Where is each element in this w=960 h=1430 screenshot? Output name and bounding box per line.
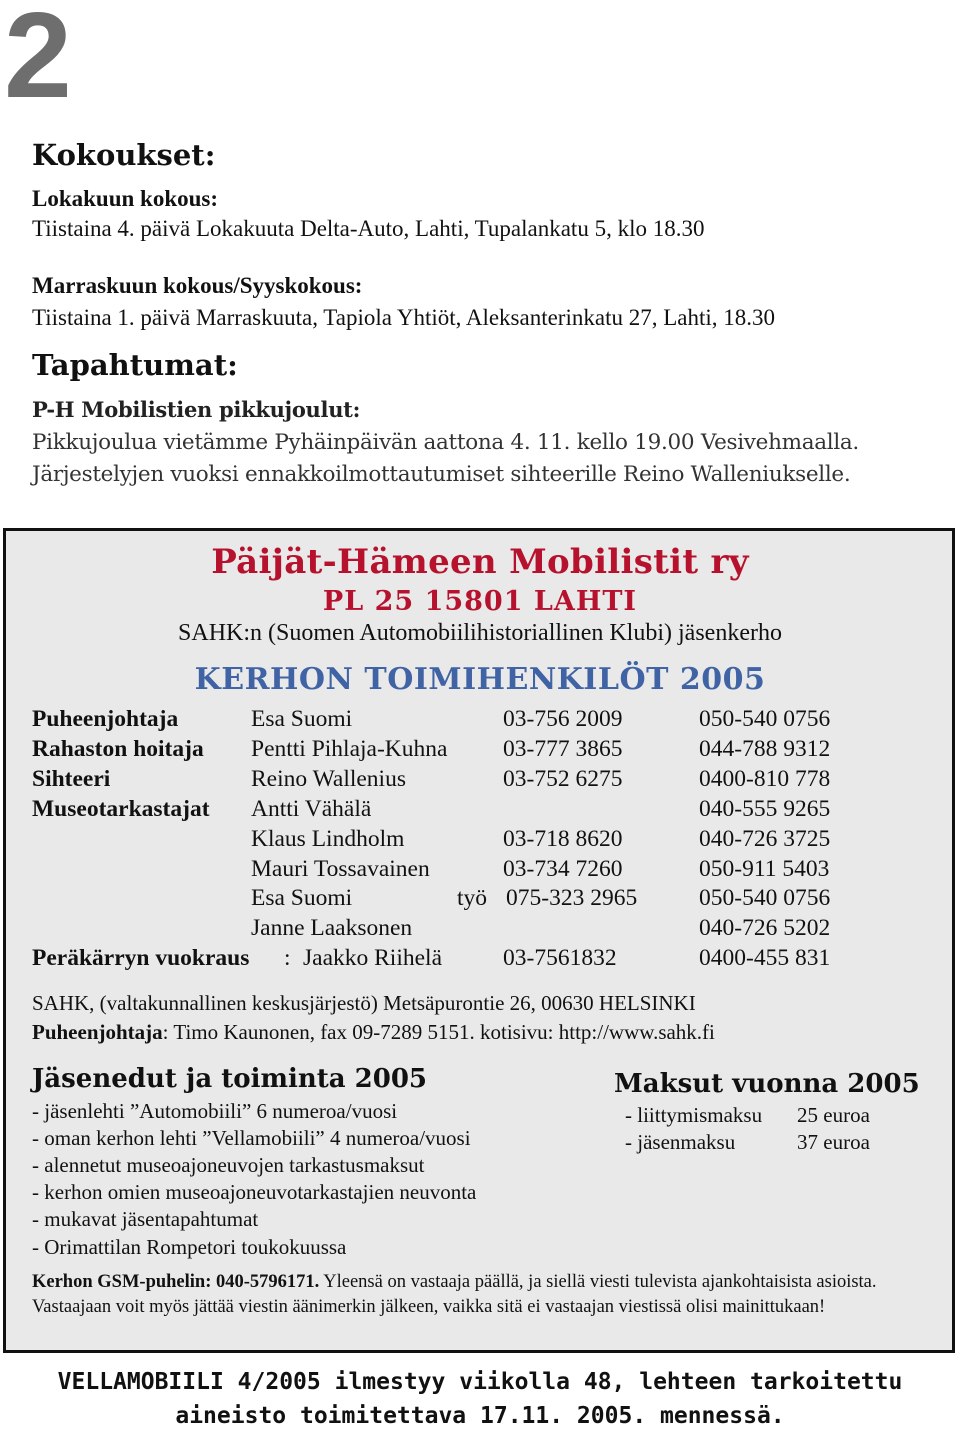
meeting-title-november: Marraskuun kokous/Syyskokous: — [32, 273, 363, 298]
official-name: Klaus Lindholm — [251, 826, 405, 852]
benefit-item: - kerhon omien museoajoneuvotarkastajien neuvonta — [32, 1180, 477, 1204]
events-heading: Tapahtumat: — [32, 348, 238, 382]
trailer-rental-row — [0, 945, 960, 975]
fee-label: - liittymismaksu — [625, 1103, 763, 1127]
fees-title: Maksut vuonna 2005 — [614, 1069, 920, 1099]
benefit-item: - jäsenlehti ”Automobiili” 6 numeroa/vuosi — [32, 1099, 398, 1123]
benefits-title: Jäsenedut ja toiminta 2005 — [32, 1064, 428, 1094]
meeting-text-october: Tiistaina 4. päivä Lokakuuta Delta-Auto, Lahti, Tupalankatu 5, klo 18.30 — [32, 216, 705, 241]
official-name: Esa Suomi — [251, 885, 353, 911]
event-line-2: Järjestelyjen vuoksi ennakkoilmottautumiset sihteerille Reino Walleniukselle. — [32, 462, 851, 487]
official-name: Antti Vähälä — [251, 796, 372, 822]
fee-amount: 25 euroa — [797, 1103, 870, 1127]
event-line-1: Pikkujoulua vietämme Pyhäinpäivän aattona 4. 11. kello 19.00 Vesivehmaalla. — [32, 430, 859, 455]
official-role: Puheenjohtaja — [32, 706, 179, 732]
official-phone: 03-752 6275 — [503, 766, 623, 792]
sahk-chair — [32, 1020, 715, 1045]
meeting-title-october: Lokakuun kokous: — [32, 186, 219, 211]
benefit-item: - mukavat jäsentapahtumat — [32, 1207, 259, 1231]
trailer-mobile: 0400-455 831 — [699, 945, 831, 971]
officials-title: KERHON TOIMIHENKILÖT 2005 — [194, 662, 766, 697]
official-role: Rahaston hoitaja — [32, 736, 204, 762]
sahk-address: SAHK, (valtakunnallinen keskusjärjestö) Metsäpurontie 26, 00630 HELSINKI — [32, 991, 696, 1015]
official-row — [0, 736, 960, 766]
official-mobile: 0400-810 778 — [699, 766, 831, 792]
benefit-item: - oman kerhon lehti ”Vellamobiili” 4 numeroa/vuosi — [32, 1126, 471, 1150]
meetings-heading: Kokoukset: — [32, 138, 216, 172]
official-mobile: 050-540 0756 — [699, 706, 831, 732]
official-row — [0, 766, 960, 796]
event-title: P-H Mobilistien pikkujoulut: — [32, 397, 361, 422]
official-mobile: 050-911 5403 — [699, 856, 830, 882]
official-role: Museotarkastajat — [32, 796, 210, 822]
official-mobile: 050-540 0756 — [699, 885, 831, 911]
work-label: työ — [457, 885, 488, 911]
publication-notice-line-2: aineisto toimitettava 17.11. 2005. mennessä. — [175, 1403, 785, 1429]
official-phone: 03-777 3865 — [503, 736, 623, 762]
benefit-item: - Orimattilan Rompetori toukokuussa — [32, 1235, 347, 1259]
official-row — [0, 706, 960, 736]
benefit-item: - alennetut museoajoneuvojen tarkastusmaksut — [32, 1153, 425, 1177]
gsm-label: Kerhon GSM-puhelin: 040-5796171. — [32, 1272, 320, 1292]
trailer-sep: : — [284, 945, 291, 971]
publication-notice-line-1: VELLAMOBIILI 4/2005 ilmestyy viikolla 48, lehteen tarkoitettu — [57, 1369, 903, 1395]
official-mobile: 040-726 3725 — [699, 826, 831, 852]
page-number: 2 — [4, 0, 72, 123]
sahk-chair-text: : Timo Kaunonen, fax 09-7289 5151. kotisivu: http://www.sahk.fi — [162, 1020, 715, 1044]
official-mobile: 040-555 9265 — [699, 796, 831, 822]
club-address: PL 25 15801 LAHTI — [322, 586, 638, 617]
sahk-chair-label: Puheenjohtaja — [32, 1020, 163, 1044]
official-row — [0, 885, 960, 915]
trailer-phone: 03-7561832 — [503, 945, 617, 971]
official-name: Mauri Tossavainen — [251, 856, 430, 882]
official-mobile: 040-726 5202 — [699, 915, 831, 941]
gsm-note — [32, 1270, 932, 1319]
gsm-text: Yleensä on vastaaja päällä, ja siellä viesti tulevista ajankohtaisista asioista. Vastaajaan voit myös jättää viestin äänimerkin jälkeen, vaikka sitä ei vastaajan viestissä olisi mainittukaan! — [32, 1272, 877, 1317]
official-row — [0, 915, 960, 945]
official-name: Reino Wallenius — [251, 766, 406, 792]
official-name: Janne Laaksonen — [251, 915, 413, 941]
official-phone: 03-734 7260 — [503, 856, 623, 882]
official-role: Sihteeri — [32, 766, 111, 792]
fee-amount: 37 euroa — [797, 1130, 870, 1154]
trailer-contact: Jaakko Riihelä — [303, 945, 443, 971]
official-mobile: 044-788 9312 — [699, 736, 831, 762]
official-phone: 03-756 2009 — [503, 706, 623, 732]
official-name: Esa Suomi — [251, 706, 353, 732]
meeting-text-november: Tiistaina 1. päivä Marraskuuta, Tapiola Yhtiöt, Aleksanterinkatu 27, Lahti, 18.30 — [32, 305, 775, 330]
official-row — [0, 826, 960, 856]
official-phone: 03-718 8620 — [503, 826, 623, 852]
official-name: Pentti Pihlaja-Kuhna — [251, 736, 448, 762]
official-row — [0, 796, 960, 826]
club-name: Päijät-Hämeen Mobilistit ry — [211, 542, 749, 582]
official-phone: 075-323 2965 — [506, 885, 638, 911]
club-membership: SAHK:n (Suomen Automobiilihistoriallinen Klubi) jäsenkerho — [178, 620, 782, 646]
trailer-label: Peräkärryn vuokraus — [32, 945, 250, 971]
fee-label: - jäsenmaksu — [625, 1130, 736, 1154]
official-row — [0, 856, 960, 886]
